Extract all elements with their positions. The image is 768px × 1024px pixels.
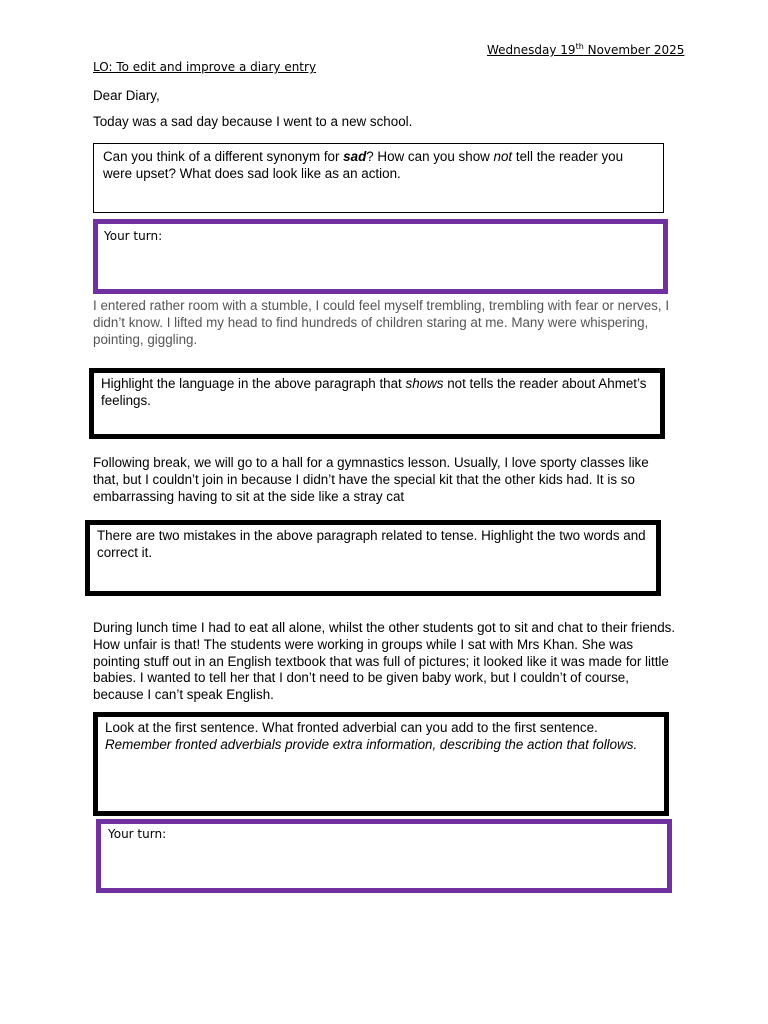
prompt-synonym-text: Can you think of a different synonym for sad? How can you show not tell the reader you were upset? What does sad look like as an action. — [103, 149, 624, 181]
answer-box-2[interactable] — [96, 819, 672, 893]
date-line — [487, 43, 684, 57]
date-prefix: Wednesday 19 — [487, 43, 576, 57]
word-sad: sad — [343, 149, 367, 164]
greeting: Dear Diary, — [93, 88, 160, 103]
prompt-adverbial-italic: Remember fronted adverbials provide extra information, describing the action that follows. — [105, 737, 638, 752]
prompt-adverbial-line1: Look at the first sentence. What fronted adverbial can you add to the first sentence. — [105, 720, 598, 735]
paragraph-1: I entered rather room with a stumble, I could feel myself trembling, trembling with fear or nerves, I didn’t know. I lifted my head to find hundreds of children staring at me. Many were whispering, pointing, giggling. — [93, 298, 670, 347]
learning-objective: LO: To edit and improve a diary entry — [93, 60, 317, 74]
prompt-box-adverbial — [93, 712, 669, 816]
intro-line: Today was a sad day because I went to a new school. — [93, 114, 413, 129]
date-suffix: th — [575, 42, 584, 51]
word-shows: shows — [405, 376, 444, 391]
prompt-highlight-text: Highlight the language in the above paragraph that shows not tells the reader about Ahmet’s feelings. — [101, 376, 647, 408]
word-not: not — [493, 149, 513, 164]
date-rest: November 2025 — [583, 43, 685, 57]
answer-box-1[interactable] — [93, 219, 668, 294]
your-turn-label-2: Your turn: — [108, 827, 167, 841]
prompt-box-tense — [85, 520, 661, 596]
prompt-tense-text: There are two mistakes in the above paragraph related to tense. Highlight the two words and correct it. — [97, 528, 646, 560]
your-turn-label-1: Your turn: — [104, 229, 163, 243]
prompt-box-synonym — [93, 143, 664, 213]
paragraph-2: Following break, we will go to a hall for a gymnastics lesson. Usually, I love sporty classes like that, but I couldn’t join in because I didn’t have the special kit that the other kids had. It is so embarrassing having to sit at the side like a stray cat — [93, 455, 649, 504]
paragraph-3: During lunch time I had to eat all alone, whilst the other students got to sit and chat to their friends. How unfair is that! The students were working in groups while I sat with Mrs Khan. She was pointing stuff out in an English textbook that was full of pictures; it looked like it was made for little babies. I wanted to tell her that I don’t need to be given baby work, but I couldn’t of course, because I can’t speak English. — [93, 620, 676, 703]
prompt-box-highlight — [89, 368, 665, 439]
